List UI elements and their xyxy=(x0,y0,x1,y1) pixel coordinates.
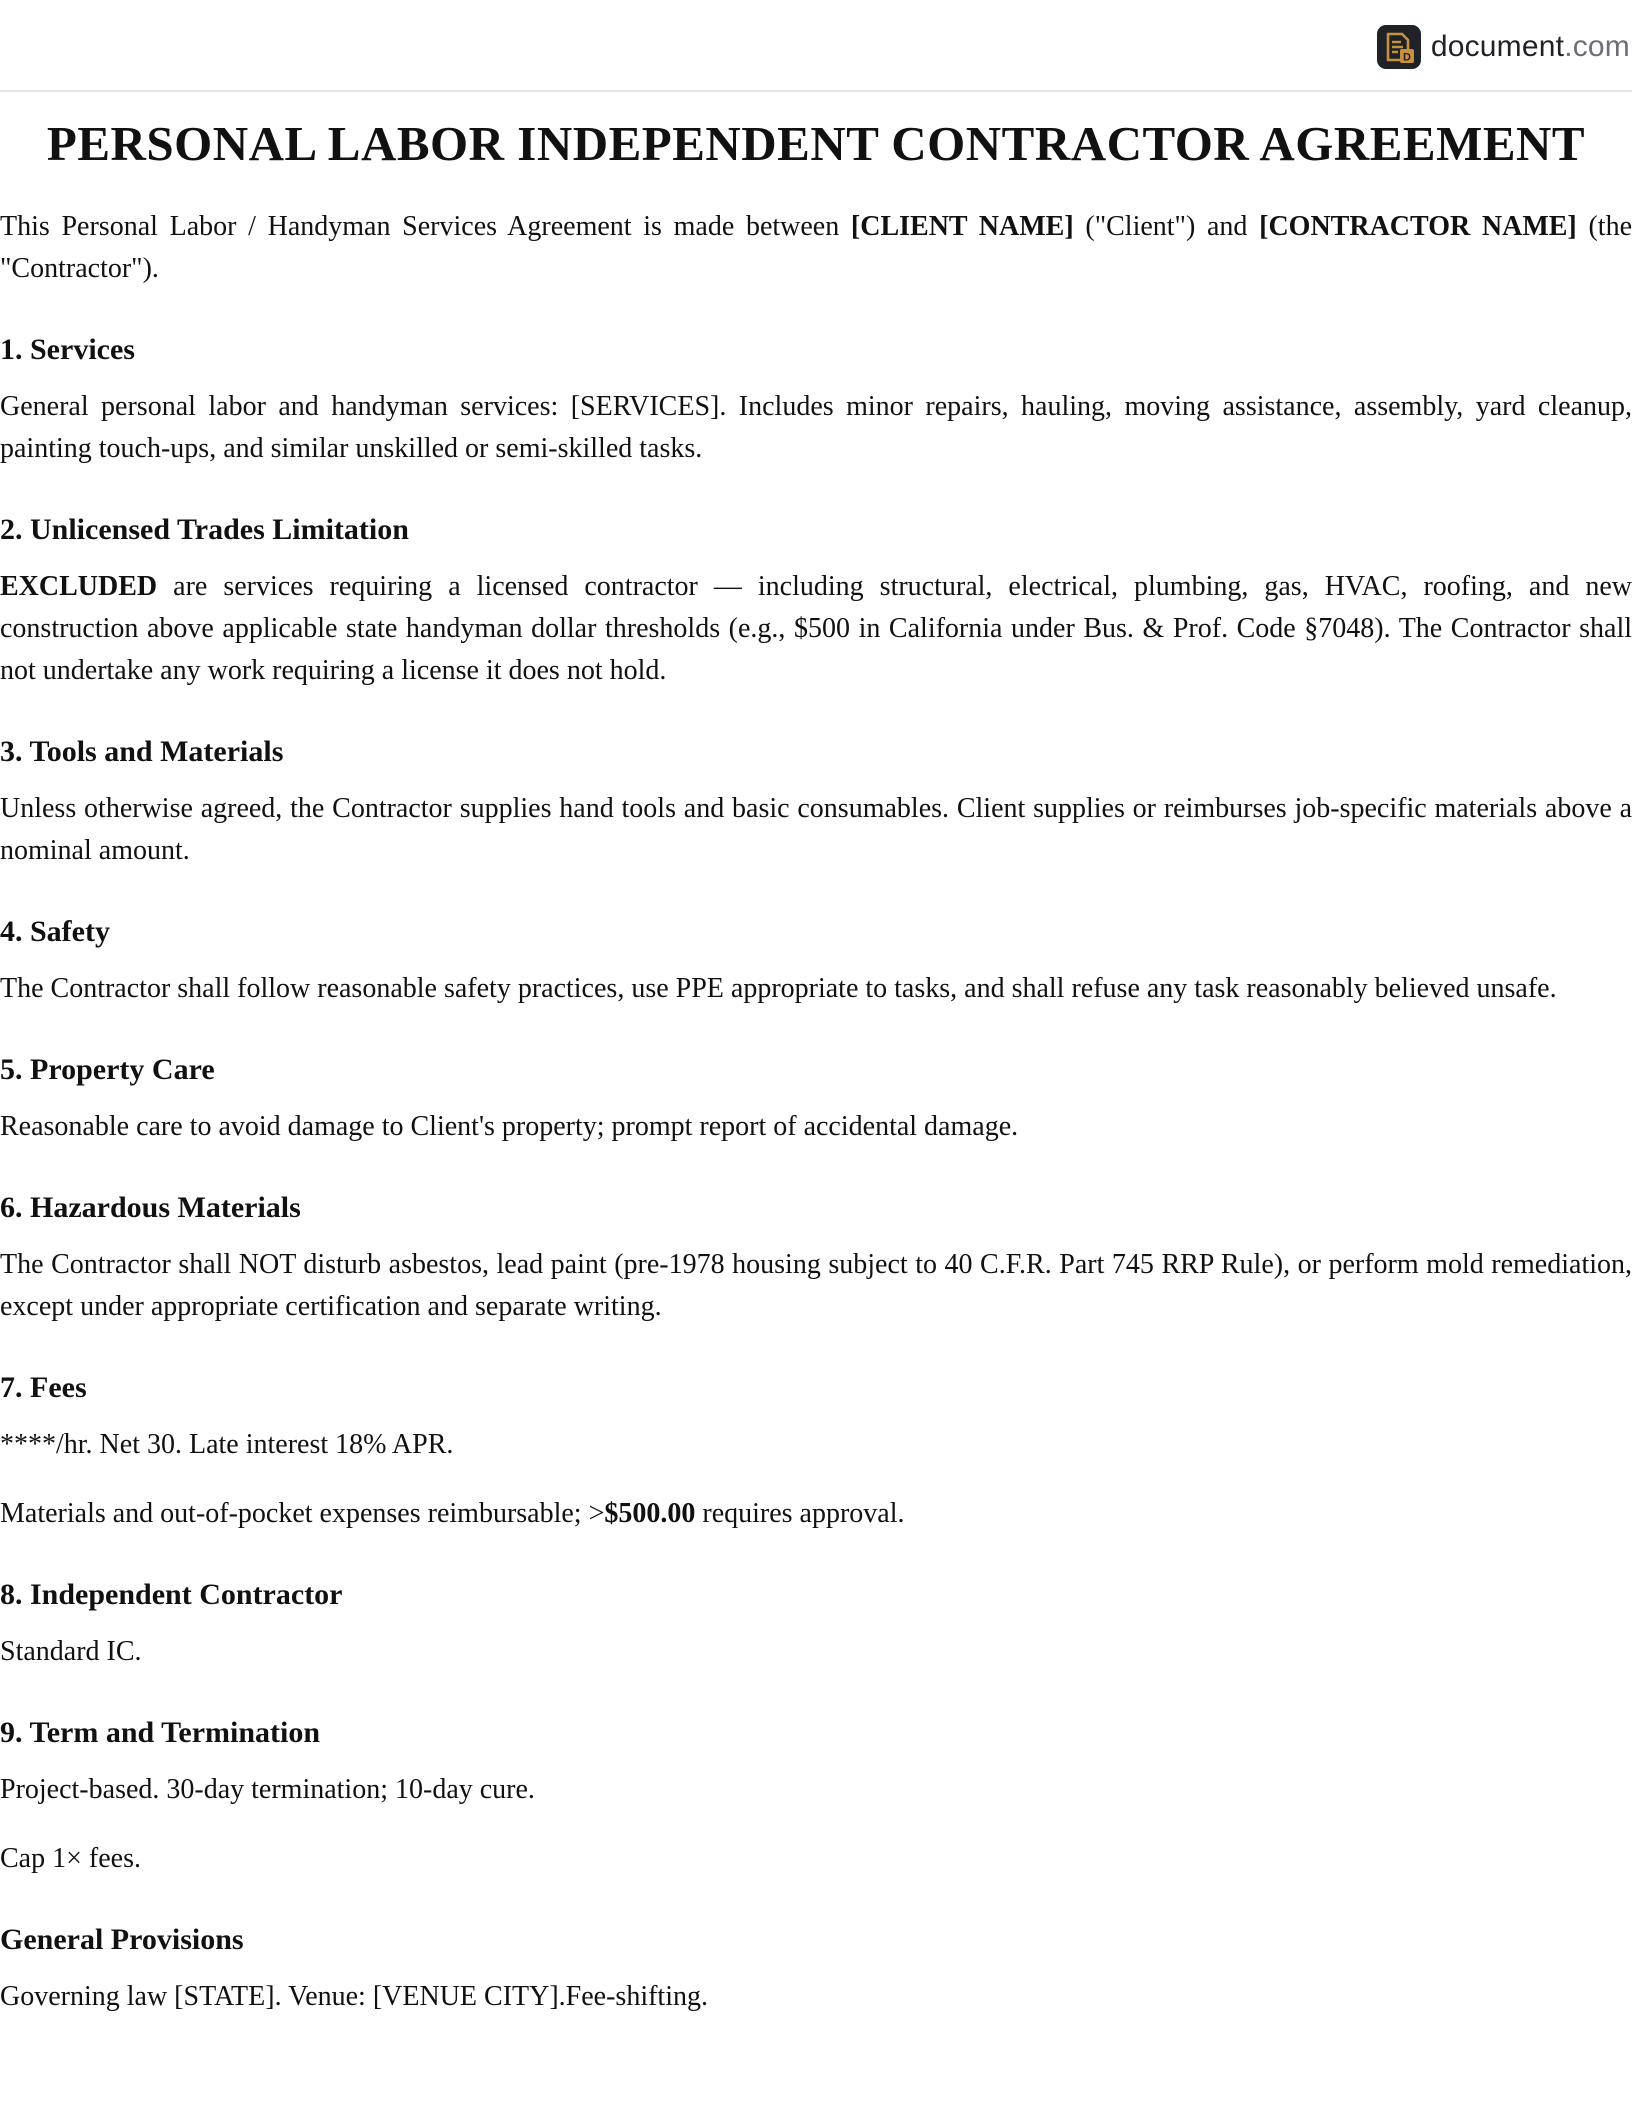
section-text: The Contractor shall NOT disturb asbestos, lead paint (pre-1978 housing subject to 40 C.F.R. Part 745 RRP Rule), or perform mold remediation, except under appropriate certification and separate writing. xyxy=(0,1249,1632,1322)
section-heading: 7. Fees xyxy=(0,1371,87,1404)
section-heading: 1. Services xyxy=(0,333,135,366)
section-text-part: Materials and out-of-pocket expenses reimbursable; > xyxy=(0,1498,605,1529)
section-text: General personal labor and handyman services: [SERVICES]. Includes minor repairs, hauling, moving assistance, assembly, yard cleanup, painting touch-ups, and similar unskilled or semi-skilled tasks. xyxy=(0,391,1632,464)
section-property-care xyxy=(0,1050,1632,1148)
section-general-provisions xyxy=(0,1920,1632,2018)
section-heading: 4. Safety xyxy=(0,915,110,948)
section-heading: 9. Term and Termination xyxy=(0,1716,321,1749)
section-text-body: are services requiring a licensed contractor — including structural, electrical, plumbing, gas, HVAC, roofing, and new construction above applicable state handyman dollar thresholds (e.g., $500 in California under Bus. & Prof. Code §7048). The Contractor shall not undertake any work requiring a license it does not hold. xyxy=(0,571,1632,686)
intro-paragraph xyxy=(0,206,1632,290)
section-text: Standard IC. xyxy=(0,1636,142,1667)
section-heading: 3. Tools and Materials xyxy=(0,735,284,768)
svg-text:D: D xyxy=(1402,51,1411,64)
top-bar xyxy=(0,0,1632,92)
excluded-label: EXCLUDED xyxy=(0,571,158,602)
section-text xyxy=(0,566,1632,692)
section-heading: 2. Unlicensed Trades Limitation xyxy=(0,513,409,546)
section-text: Reasonable care to avoid damage to Client's property; prompt report of accidental damage. xyxy=(0,1111,1019,1142)
section-text: Unless otherwise agreed, the Contractor supplies hand tools and basic consumables. Client supplies or reimburses job-specific materials above a nominal amount. xyxy=(0,793,1632,866)
section-heading: 5. Property Care xyxy=(0,1053,215,1086)
client-name-placeholder: [CLIENT NAME] xyxy=(850,211,1074,242)
page-title: PERSONAL LABOR INDEPENDENT CONTRACTOR AGREEMENT xyxy=(46,116,1586,171)
section-services xyxy=(0,330,1632,470)
brand-name-main: document xyxy=(1430,30,1565,63)
section-tools-materials xyxy=(0,732,1632,872)
brand-name-ext: .com xyxy=(1564,30,1630,63)
brand-name xyxy=(1431,30,1630,64)
section-text: Cap 1× fees. xyxy=(0,1843,141,1874)
section-hazardous-materials xyxy=(0,1188,1632,1328)
section-text: ****/hr. Net 30. Late interest 18% APR. xyxy=(0,1429,454,1460)
section-text-part: requires approval. xyxy=(695,1498,905,1529)
section-unlicensed-trades xyxy=(0,510,1632,692)
contractor-name-placeholder: [CONTRACTOR NAME] xyxy=(1259,211,1577,242)
intro-text-1: This Personal Labor / Handyman Services Agreement is made between xyxy=(0,211,851,242)
section-heading: 8. Independent Contractor xyxy=(0,1578,343,1611)
section-heading: General Provisions xyxy=(0,1923,244,1956)
brand-logo-link[interactable] xyxy=(1377,24,1630,70)
section-safety xyxy=(0,912,1632,1010)
document-logo-icon xyxy=(1377,25,1421,69)
section-heading: 6. Hazardous Materials xyxy=(0,1191,301,1224)
document-body xyxy=(0,92,1632,2018)
section-term-termination xyxy=(0,1713,1632,1880)
approval-threshold: $500.00 xyxy=(604,1498,696,1529)
section-fees xyxy=(0,1368,1632,1535)
section-text: The Contractor shall follow reasonable safety practices, use PPE appropriate to tasks, and shall refuse any task reasonably believed unsafe. xyxy=(0,973,1557,1004)
intro-text-2: ("Client") and xyxy=(1073,211,1260,242)
intro-text-3: (the "Contractor"). xyxy=(0,211,1632,284)
section-independent-contractor xyxy=(0,1575,1632,1673)
section-text: Project-based. 30-day termination; 10-day cure. xyxy=(0,1774,535,1805)
section-text: Governing law [STATE]. Venue: [VENUE CITY].Fee-shifting. xyxy=(0,1981,708,2012)
section-text xyxy=(0,1493,1632,1535)
